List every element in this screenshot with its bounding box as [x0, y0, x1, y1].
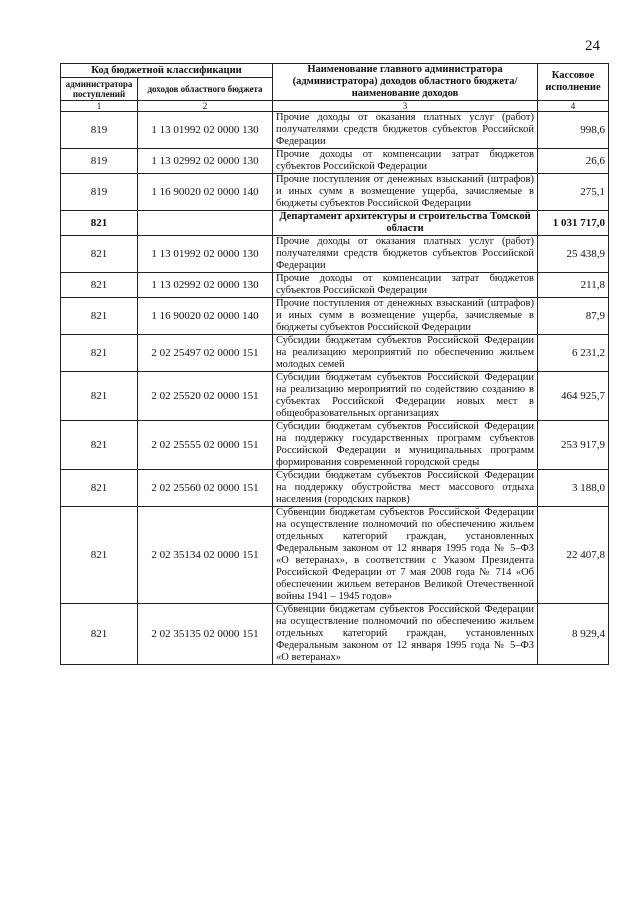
amount-cell: 22 407,8 [538, 507, 609, 604]
code-cell: 1 16 90020 02 0000 140 [138, 298, 273, 335]
name-cell: Прочие поступления от денежных взысканий (штрафов) и иных сумм в возмещение ущерба, зачисляемые в бюджеты субъектов Российской Федерации [273, 298, 538, 335]
table-row [61, 421, 609, 470]
header-income: доходов областного бюджета [138, 78, 273, 101]
admin-cell: 821 [61, 372, 138, 421]
admin-cell: 821 [61, 273, 138, 298]
name-cell: Прочие доходы от компенсации затрат бюджетов субъектов Российской Федерации [273, 149, 538, 174]
header-classification-group: Код бюджетной классификации [61, 64, 273, 78]
amount-cell: 3 188,0 [538, 470, 609, 507]
admin-cell: 821 [61, 507, 138, 604]
code-cell: 1 16 90020 02 0000 140 [138, 174, 273, 211]
table-row [61, 273, 609, 298]
amount-cell: 275,1 [538, 174, 609, 211]
amount-cell: 87,9 [538, 298, 609, 335]
amount-cell: 1 031 717,0 [538, 211, 609, 236]
name-cell: Прочие доходы от компенсации затрат бюджетов субъектов Российской Федерации [273, 273, 538, 298]
code-cell: 2 02 35134 02 0000 151 [138, 507, 273, 604]
amount-cell: 26,6 [538, 149, 609, 174]
code-cell: 1 13 01992 02 0000 130 [138, 112, 273, 149]
table-row [61, 174, 609, 211]
name-cell: Субсидии бюджетам субъектов Российской Федерации на реализацию мероприятий по содействию созданию в субъектах Российской Федерации новых мест в общеобразовательных организациях [273, 372, 538, 421]
code-cell [138, 211, 273, 236]
column-number: 2 [138, 101, 273, 112]
column-number: 3 [273, 101, 538, 112]
name-cell: Прочие поступления от денежных взысканий (штрафов) и иных сумм в возмещение ущерба, зачисляемые в бюджеты субъектов Российской Федерации [273, 174, 538, 211]
amount-cell: 998,6 [538, 112, 609, 149]
admin-cell: 821 [61, 236, 138, 273]
admin-cell: 821 [61, 470, 138, 507]
code-cell: 2 02 25497 02 0000 151 [138, 335, 273, 372]
admin-cell: 821 [61, 298, 138, 335]
code-cell: 1 13 02992 02 0000 130 [138, 273, 273, 298]
header-name: Наименование главного администратора (администратора) доходов областного бюджета/ наименование доходов [273, 64, 538, 101]
admin-cell: 819 [61, 112, 138, 149]
table-row [61, 470, 609, 507]
column-number: 1 [61, 101, 138, 112]
amount-cell: 8 929,4 [538, 604, 609, 665]
code-cell: 2 02 25555 02 0000 151 [138, 421, 273, 470]
code-cell: 2 02 25520 02 0000 151 [138, 372, 273, 421]
admin-cell: 819 [61, 174, 138, 211]
table-row [61, 604, 609, 665]
table-row [61, 112, 609, 149]
table-row [61, 335, 609, 372]
table-row [61, 236, 609, 273]
header-admin: администратора поступлений [61, 78, 138, 101]
admin-cell: 821 [61, 211, 138, 236]
header-amount: Кассовое исполнение [538, 64, 609, 101]
name-cell: Субсидии бюджетам субъектов Российской Федерации на поддержку обустройства мест массового отдыха населения (городских парков) [273, 470, 538, 507]
page-number: 24 [585, 38, 600, 54]
code-cell: 2 02 25560 02 0000 151 [138, 470, 273, 507]
amount-cell: 25 438,9 [538, 236, 609, 273]
amount-cell: 253 917,9 [538, 421, 609, 470]
column-number: 4 [538, 101, 609, 112]
budget-table [60, 63, 609, 665]
code-cell: 2 02 35135 02 0000 151 [138, 604, 273, 665]
amount-cell: 464 925,7 [538, 372, 609, 421]
table-row [61, 507, 609, 604]
code-cell: 1 13 02992 02 0000 130 [138, 149, 273, 174]
admin-cell: 821 [61, 335, 138, 372]
name-cell: Прочие доходы от оказания платных услуг (работ) получателями средств бюджетов субъектов Российской Федерации [273, 112, 538, 149]
name-cell: Субсидии бюджетам субъектов Российской Федерации на поддержку государственных программ субъектов Российской Федерации и муниципальных программ формирования современной городской среды [273, 421, 538, 470]
department-row [61, 211, 609, 236]
table-row [61, 372, 609, 421]
table-row [61, 298, 609, 335]
admin-cell: 821 [61, 604, 138, 665]
name-cell: Субвенции бюджетам субъектов Российской Федерации на осуществление полномочий по обеспечению жильем отдельных категорий граждан, установленных Федеральным законом от 12 января 1995 года № 5–ФЗ «О ветеранах» [273, 604, 538, 665]
code-cell: 1 13 01992 02 0000 130 [138, 236, 273, 273]
name-cell: Субсидии бюджетам субъектов Российской Федерации на реализацию мероприятий по обеспечению жильем молодых семей [273, 335, 538, 372]
name-cell: Департамент архитектуры и строительства Томской области [273, 211, 538, 236]
name-cell: Субвенции бюджетам субъектов Российской Федерации на осуществление полномочий по обеспечению жильем отдельных категорий граждан, установленных Федеральным законом от 12 января 1995 года № 5–ФЗ «О ветеранах», в соответствии с Указом Президента Российской Федерации от 7 мая 2008 года № 714 «Об обеспечении жильем ветеранов Великой Отечественной войны 1941 – 1945 годов» [273, 507, 538, 604]
amount-cell: 211,8 [538, 273, 609, 298]
admin-cell: 819 [61, 149, 138, 174]
table-row [61, 149, 609, 174]
amount-cell: 6 231,2 [538, 335, 609, 372]
name-cell: Прочие доходы от оказания платных услуг (работ) получателями средств бюджетов субъектов Российской Федерации [273, 236, 538, 273]
admin-cell: 821 [61, 421, 138, 470]
